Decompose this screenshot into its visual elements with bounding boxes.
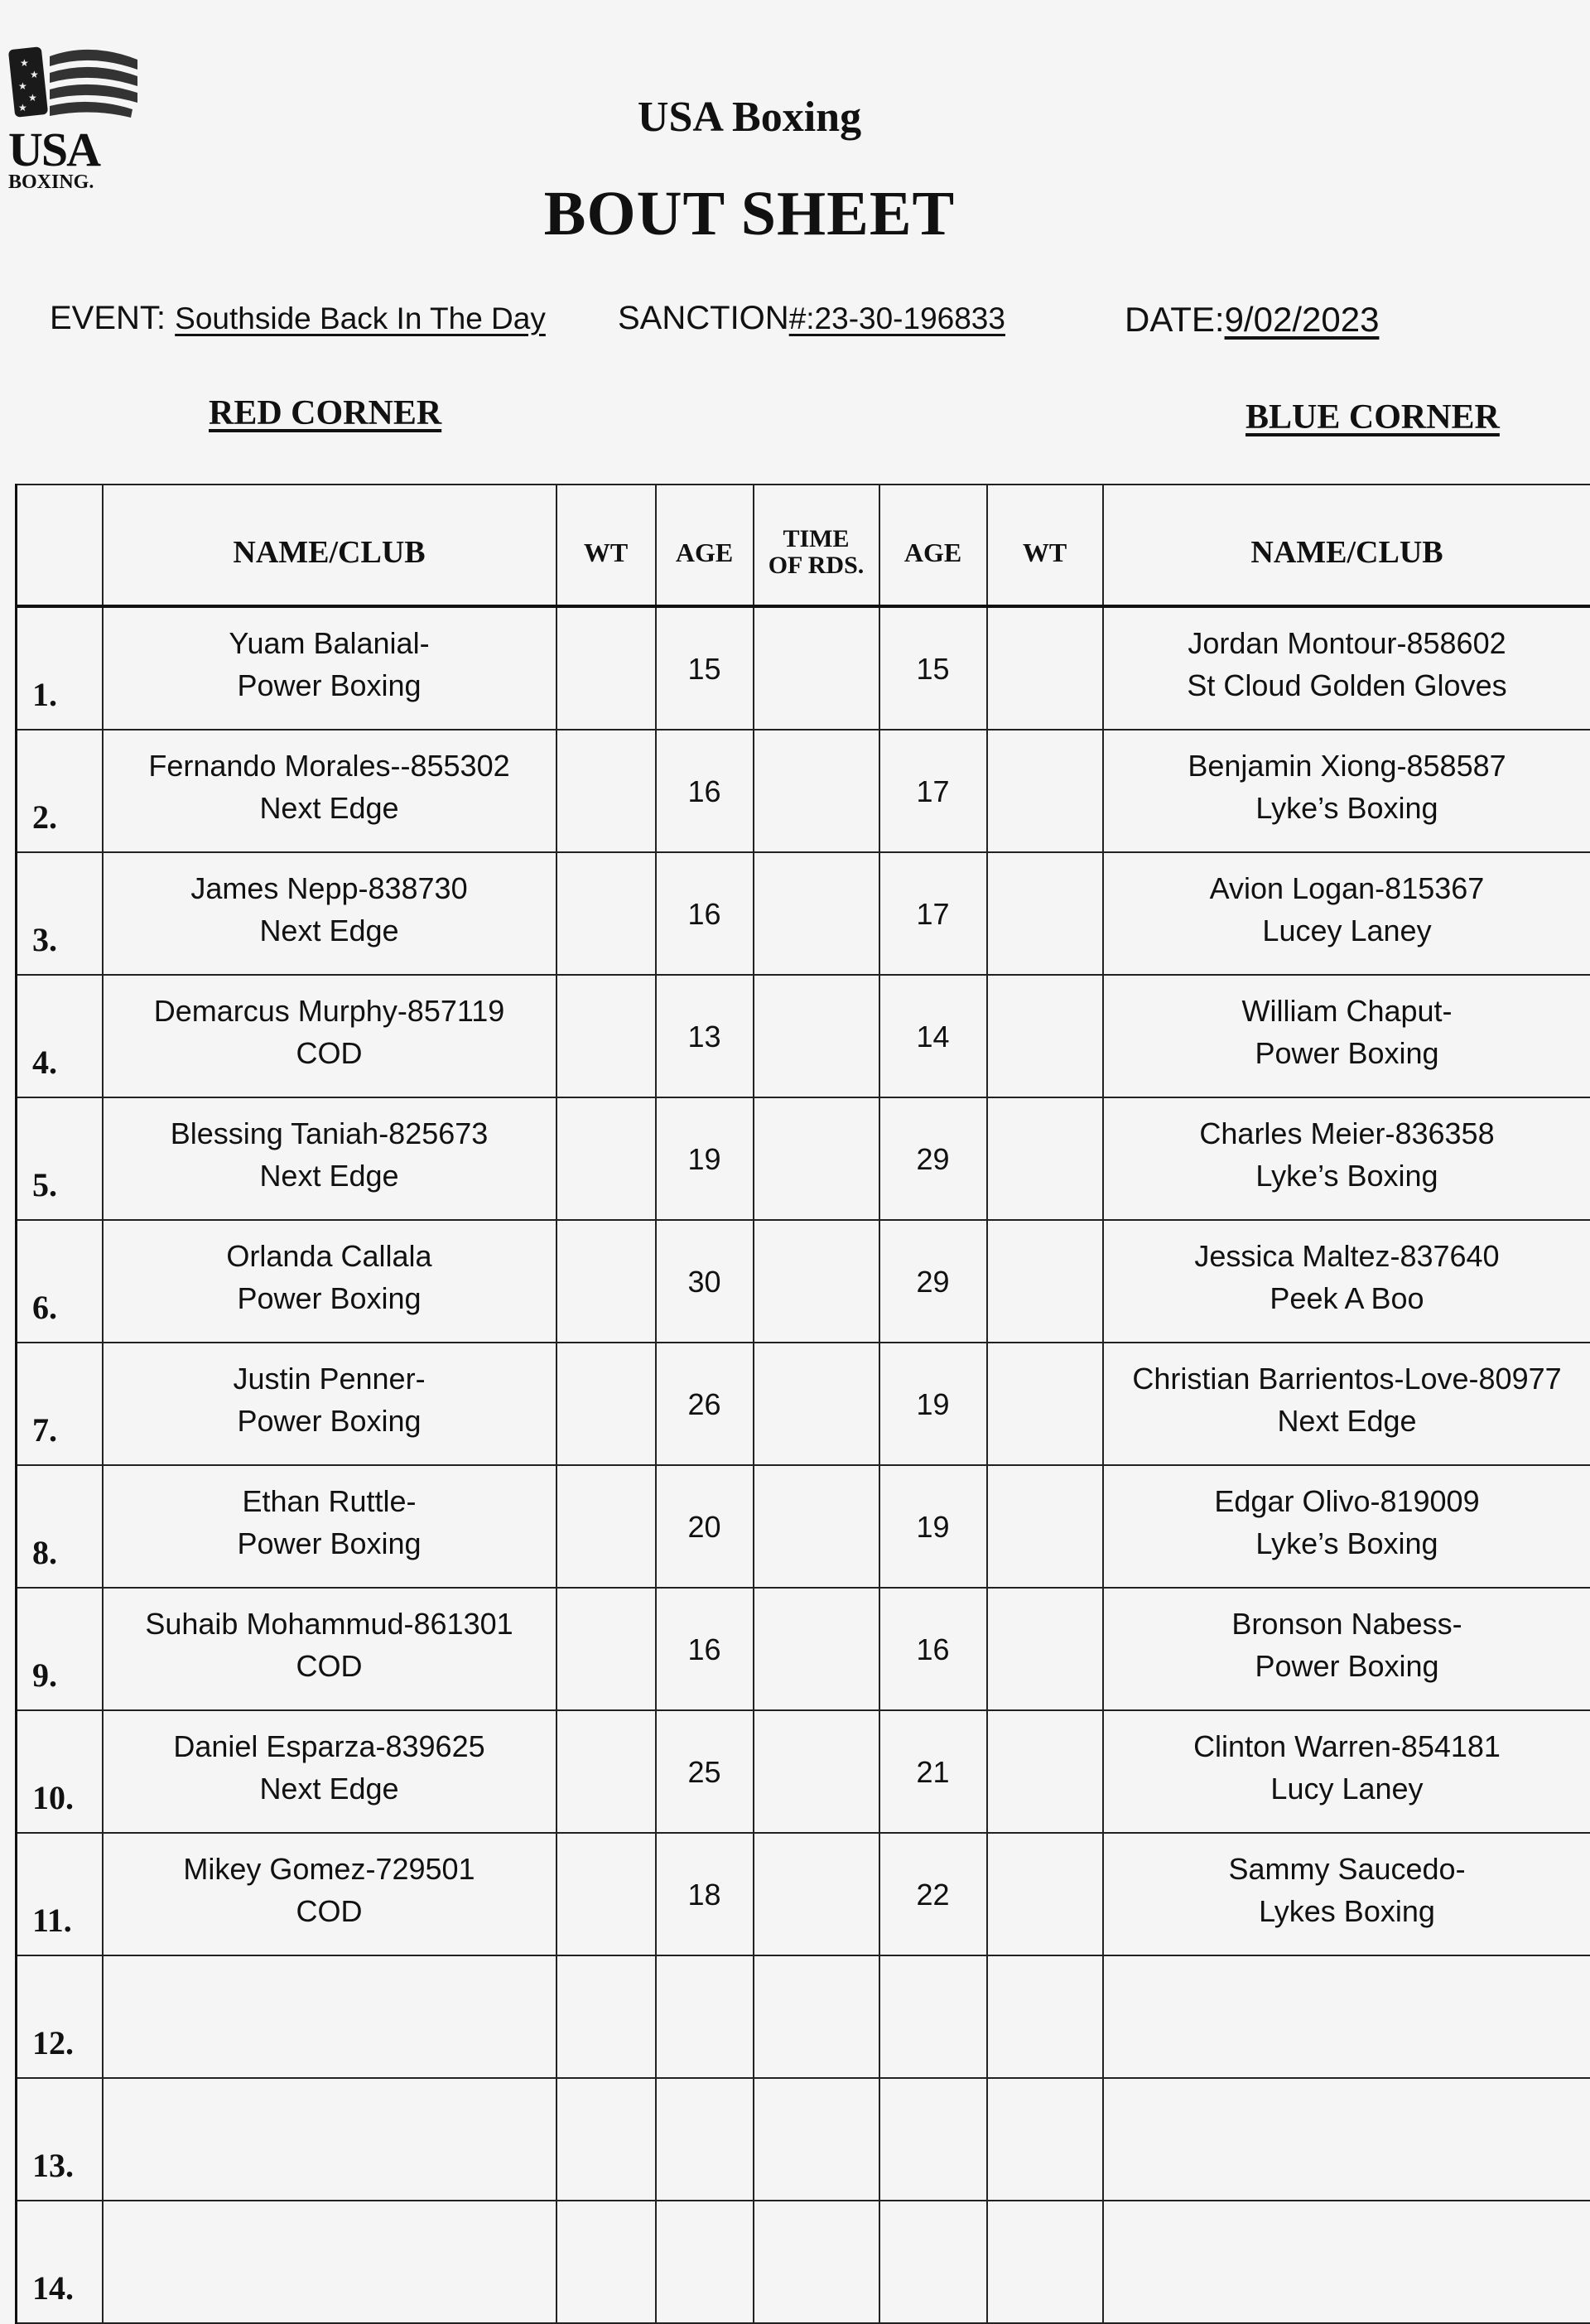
time-of-rounds (754, 1955, 879, 2078)
time-of-rounds (754, 1588, 879, 1710)
bout-number: 3. (17, 852, 103, 975)
time-line-2: OF RDS. (754, 552, 879, 579)
red-fighter-cell (103, 1343, 556, 1465)
table-row (17, 1465, 1590, 1588)
red-age: 13 (656, 975, 754, 1097)
bout-number: 14. (17, 2201, 103, 2323)
time-of-rounds (754, 1343, 879, 1465)
red-fighter-cell (103, 730, 556, 852)
red-weight (556, 1588, 656, 1710)
red-age: 19 (656, 1097, 754, 1220)
svg-text:★: ★ (28, 92, 37, 104)
red-age: 30 (656, 1220, 754, 1343)
red-fighter-club: Next Edge (104, 787, 556, 829)
sanction-label: SANCTION (618, 300, 789, 336)
red-age: 16 (656, 730, 754, 852)
page-title: BOUT SHEET (0, 178, 1499, 250)
blue-fighter-cell (1103, 975, 1590, 1097)
blue-fighter-club: Lykes Boxing (1104, 1890, 1590, 1932)
red-weight (556, 1955, 656, 2078)
col-bout-number (17, 485, 103, 606)
red-fighter-club: COD (104, 1890, 556, 1932)
blue-fighter-cell (1103, 730, 1590, 852)
blue-fighter-club: Power Boxing (1104, 1032, 1590, 1074)
time-of-rounds (754, 1833, 879, 1955)
bout-number: 11. (17, 1833, 103, 1955)
red-fighter-name: Orlanda Callala (104, 1235, 556, 1277)
table-row (17, 1955, 1590, 2078)
red-fighter-cell (103, 1710, 556, 1833)
time-of-rounds (754, 730, 879, 852)
blue-fighter-cell (1103, 606, 1590, 730)
red-fighter-club: Power Boxing (104, 1400, 556, 1442)
col-blue-age: AGE (879, 485, 987, 606)
time-line-1: TIME (754, 526, 879, 552)
blue-weight (987, 1465, 1103, 1588)
red-fighter-cell (103, 1097, 556, 1220)
blue-fighter-cell (1103, 1343, 1590, 1465)
col-blue-wt: WT (987, 485, 1103, 606)
blue-fighter-cell (1103, 852, 1590, 975)
red-age: 25 (656, 1710, 754, 1833)
time-of-rounds (754, 2078, 879, 2201)
blue-fighter-name: Edgar Olivo-819009 (1104, 1480, 1590, 1522)
date-field (1125, 300, 1379, 340)
red-corner-heading: RED CORNER (209, 393, 441, 433)
time-of-rounds (754, 1465, 879, 1588)
blue-fighter-club: Lucey Laney (1104, 909, 1590, 952)
table-row (17, 1588, 1590, 1710)
blue-fighter-name: Jessica Maltez-837640 (1104, 1235, 1590, 1277)
red-fighter-club: Power Boxing (104, 1277, 556, 1319)
red-age: 15 (656, 606, 754, 730)
red-fighter-name: Ethan Ruttle- (104, 1480, 556, 1522)
blue-fighter-club: Peek A Boo (1104, 1277, 1590, 1319)
red-weight (556, 1465, 656, 1588)
bout-number: 1. (17, 606, 103, 730)
blue-weight (987, 975, 1103, 1097)
blue-age: 17 (879, 852, 987, 975)
time-of-rounds (754, 606, 879, 730)
event-field (50, 300, 546, 337)
red-fighter-name: Blessing Taniah-825673 (104, 1112, 556, 1155)
blue-weight (987, 1097, 1103, 1220)
red-fighter-cell (103, 606, 556, 730)
blue-fighter-cell (1103, 1588, 1590, 1710)
bout-number: 7. (17, 1343, 103, 1465)
blue-fighter-cell (1103, 1220, 1590, 1343)
svg-text:★: ★ (18, 102, 27, 113)
red-fighter-club: Next Edge (104, 1155, 556, 1197)
blue-age (879, 1955, 987, 2078)
logo-boxing-text: BOXING. (8, 171, 141, 193)
red-age: 16 (656, 1588, 754, 1710)
red-fighter-cell (103, 1955, 556, 2078)
red-fighter-name: Daniel Esparza-839625 (104, 1725, 556, 1767)
bout-number: 10. (17, 1710, 103, 1833)
red-age: 20 (656, 1465, 754, 1588)
red-weight (556, 2201, 656, 2323)
red-fighter-cell (103, 852, 556, 975)
blue-fighter-name: Avion Logan-815367 (1104, 867, 1590, 909)
red-fighter-name: James Nepp-838730 (104, 867, 556, 909)
red-fighter-cell (103, 1588, 556, 1710)
blue-weight (987, 1220, 1103, 1343)
table-row (17, 606, 1590, 730)
col-red-age: AGE (656, 485, 754, 606)
col-time-of-rounds (754, 485, 879, 606)
sanction-field (618, 300, 1005, 337)
red-fighter-name: Demarcus Murphy-857119 (104, 990, 556, 1032)
blue-age: 19 (879, 1465, 987, 1588)
blue-fighter-name: Christian Barrientos-Love-80977 (1104, 1357, 1590, 1400)
col-red-name-club: NAME/CLUB (103, 485, 556, 606)
red-fighter-cell (103, 2201, 556, 2323)
blue-age (879, 2078, 987, 2201)
red-fighter-name: Mikey Gomez-729501 (104, 1848, 556, 1890)
blue-age: 21 (879, 1710, 987, 1833)
blue-age (879, 2201, 987, 2323)
blue-fighter-name: William Chaput- (1104, 990, 1590, 1032)
red-weight (556, 1097, 656, 1220)
blue-age: 14 (879, 975, 987, 1097)
col-red-wt: WT (556, 485, 656, 606)
date-value: 9/02/2023 (1225, 300, 1380, 339)
blue-weight (987, 606, 1103, 730)
blue-fighter-cell (1103, 2201, 1590, 2323)
red-weight (556, 1343, 656, 1465)
red-age (656, 2201, 754, 2323)
blue-fighter-cell (1103, 1710, 1590, 1833)
red-fighter-club: Power Boxing (104, 1522, 556, 1565)
logo-usa-text: USA (8, 128, 141, 171)
date-label: DATE: (1125, 300, 1225, 339)
blue-weight (987, 730, 1103, 852)
blue-fighter-name: Jordan Montour-858602 (1104, 622, 1590, 664)
table-row (17, 1097, 1590, 1220)
red-fighter-cell (103, 2078, 556, 2201)
bout-number: 13. (17, 2078, 103, 2201)
bout-number: 6. (17, 1220, 103, 1343)
table-row (17, 1710, 1590, 1833)
red-weight (556, 606, 656, 730)
event-value: Southside Back In The Day (175, 301, 546, 335)
red-age: 18 (656, 1833, 754, 1955)
blue-weight (987, 1833, 1103, 1955)
blue-age: 19 (879, 1343, 987, 1465)
svg-text:★: ★ (20, 57, 29, 69)
blue-fighter-cell (1103, 1097, 1590, 1220)
blue-fighter-club: Lucy Laney (1104, 1767, 1590, 1810)
blue-weight (987, 1955, 1103, 2078)
blue-age: 29 (879, 1097, 987, 1220)
red-weight (556, 730, 656, 852)
blue-fighter-cell (1103, 1833, 1590, 1955)
blue-fighter-club: Power Boxing (1104, 1645, 1590, 1687)
table-row (17, 730, 1590, 852)
table-row (17, 2078, 1590, 2201)
blue-weight (987, 1343, 1103, 1465)
blue-fighter-club: St Cloud Golden Gloves (1104, 664, 1590, 706)
red-fighter-club: Power Boxing (104, 664, 556, 706)
blue-age: 17 (879, 730, 987, 852)
blue-fighter-name: Benjamin Xiong-858587 (1104, 745, 1590, 787)
blue-weight (987, 1588, 1103, 1710)
table-row (17, 975, 1590, 1097)
table-row (17, 1833, 1590, 1955)
red-fighter-club: Next Edge (104, 909, 556, 952)
red-age: 16 (656, 852, 754, 975)
blue-age: 29 (879, 1220, 987, 1343)
time-of-rounds (754, 1220, 879, 1343)
blue-weight (987, 852, 1103, 975)
table-row (17, 1343, 1590, 1465)
blue-fighter-name: Clinton Warren-854181 (1104, 1725, 1590, 1767)
red-age (656, 1955, 754, 2078)
red-fighter-cell (103, 1833, 556, 1955)
red-weight (556, 1833, 656, 1955)
red-fighter-cell (103, 1220, 556, 1343)
blue-weight (987, 2078, 1103, 2201)
time-of-rounds (754, 975, 879, 1097)
red-fighter-name: Yuam Balanial- (104, 622, 556, 664)
time-of-rounds (754, 2201, 879, 2323)
blue-fighter-cell (1103, 1955, 1590, 2078)
bout-rows (17, 606, 1590, 2323)
red-weight (556, 1220, 656, 1343)
table-row (17, 1220, 1590, 1343)
bout-number: 12. (17, 1955, 103, 2078)
bout-number: 8. (17, 1465, 103, 1588)
blue-age: 16 (879, 1588, 987, 1710)
sanction-value: #:23-30-196833 (789, 301, 1005, 335)
blue-fighter-name: Sammy Saucedo- (1104, 1848, 1590, 1890)
blue-weight (987, 1710, 1103, 1833)
red-weight (556, 1710, 656, 1833)
table-row (17, 2201, 1590, 2323)
red-fighter-name: Justin Penner- (104, 1357, 556, 1400)
blue-corner-heading: BLUE CORNER (1246, 398, 1500, 437)
time-of-rounds (754, 1097, 879, 1220)
bout-number: 4. (17, 975, 103, 1097)
red-weight (556, 852, 656, 975)
event-label: EVENT: (50, 300, 166, 336)
red-weight (556, 2078, 656, 2201)
red-fighter-club: COD (104, 1645, 556, 1687)
blue-fighter-name: Bronson Nabess- (1104, 1603, 1590, 1645)
svg-text:★: ★ (18, 80, 27, 92)
time-of-rounds (754, 852, 879, 975)
red-fighter-name: Fernando Morales--855302 (104, 745, 556, 787)
organization-name: USA Boxing (0, 93, 1499, 142)
red-age (656, 2078, 754, 2201)
red-age: 26 (656, 1343, 754, 1465)
blue-fighter-name: Charles Meier-836358 (1104, 1112, 1590, 1155)
blue-fighter-club: Lyke’s Boxing (1104, 1155, 1590, 1197)
blue-fighter-cell (1103, 2078, 1590, 2201)
blue-age: 15 (879, 606, 987, 730)
red-fighter-club: Next Edge (104, 1767, 556, 1810)
blue-age: 22 (879, 1833, 987, 1955)
red-fighter-cell (103, 1465, 556, 1588)
time-of-rounds (754, 1710, 879, 1833)
red-fighter-cell (103, 975, 556, 1097)
bout-number: 2. (17, 730, 103, 852)
bout-table (15, 484, 1590, 2324)
blue-fighter-club: Lyke’s Boxing (1104, 1522, 1590, 1565)
bout-number: 9. (17, 1588, 103, 1710)
blue-fighter-club: Next Edge (1104, 1400, 1590, 1442)
bout-number: 5. (17, 1097, 103, 1220)
blue-fighter-cell (1103, 1465, 1590, 1588)
blue-weight (987, 2201, 1103, 2323)
blue-fighter-club: Lyke’s Boxing (1104, 787, 1590, 829)
red-weight (556, 975, 656, 1097)
red-fighter-club: COD (104, 1032, 556, 1074)
svg-text:★: ★ (30, 69, 39, 80)
red-fighter-name: Suhaib Mohammud-861301 (104, 1603, 556, 1645)
table-row (17, 852, 1590, 975)
col-blue-name-club: NAME/CLUB (1103, 485, 1590, 606)
table-header-row (17, 485, 1590, 606)
